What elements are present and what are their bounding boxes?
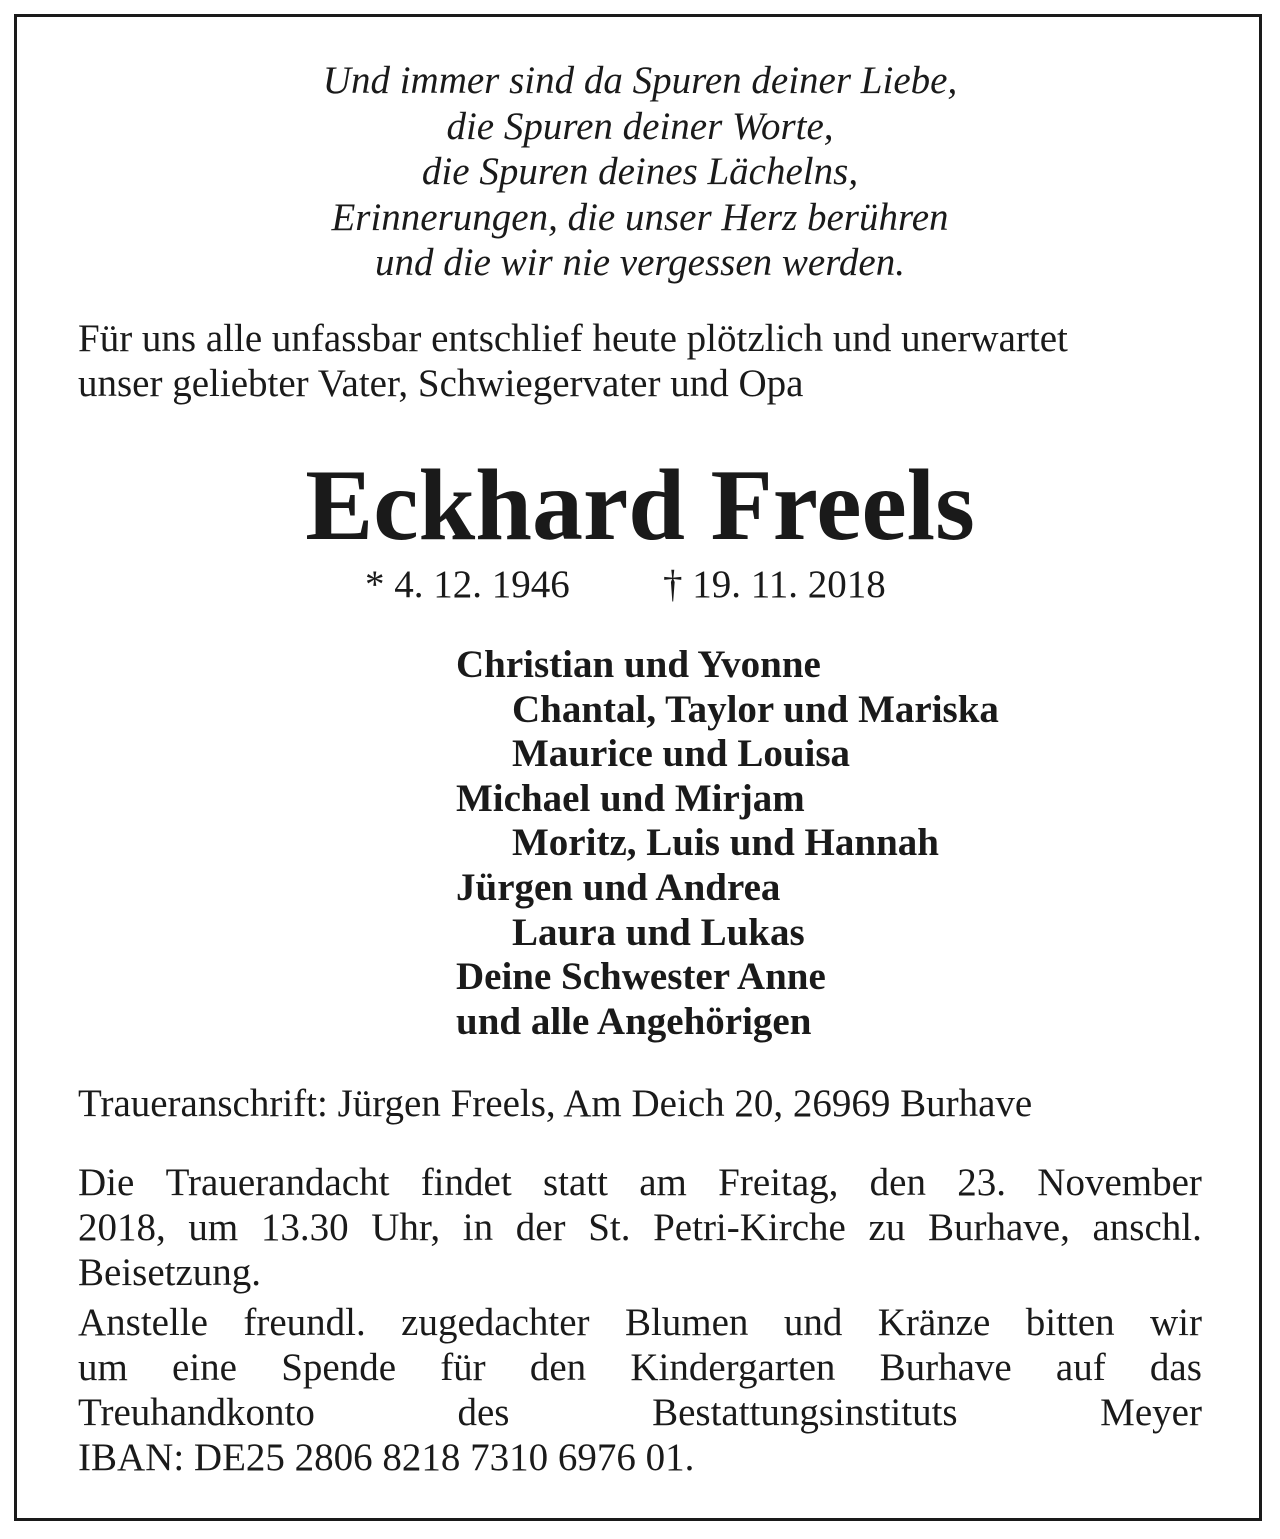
word: um: [78, 1346, 128, 1389]
mourner-line: und alle Angehörigen: [456, 999, 812, 1043]
word: St.: [588, 1206, 631, 1249]
donation-line: [78, 1300, 1202, 1345]
mourner-line: Maurice und Louisa: [512, 732, 851, 776]
word: das: [1149, 1346, 1202, 1389]
mourner-line: Laura und Lukas: [512, 910, 805, 954]
word: des: [457, 1391, 510, 1434]
mourner-line: Jürgen und Andrea: [456, 865, 781, 909]
memorial-poem: [0, 58, 1280, 286]
service-details: [78, 1160, 1202, 1295]
birth-date: * 4. 12. 1946: [365, 563, 570, 606]
donation-request: [78, 1300, 1202, 1480]
word: für: [440, 1346, 486, 1389]
mourner-line: Michael und Mirjam: [456, 776, 805, 820]
word: zu: [868, 1206, 906, 1249]
word: Spende: [281, 1346, 396, 1389]
mourner-line: Deine Schwester Anne: [456, 955, 826, 999]
word: Trauerandacht: [165, 1161, 390, 1204]
word: November: [1037, 1161, 1202, 1204]
word: eine: [172, 1346, 237, 1389]
word: wir: [1149, 1301, 1202, 1344]
mourner-line: Moritz, Luis und Hannah: [512, 821, 939, 865]
word: Uhr,: [371, 1206, 441, 1249]
poem-line: Und immer sind da Spuren deiner Liebe,: [322, 59, 958, 102]
mourner-line: Christian und Yvonne: [456, 643, 821, 686]
poem-line: Erinnerungen, die unser Herz berühren: [331, 195, 949, 239]
service-line: [78, 1205, 1202, 1250]
word: den: [529, 1346, 587, 1389]
word: 23.: [957, 1161, 1006, 1204]
word: Bestattungsinstituts: [652, 1391, 958, 1434]
word: um: [188, 1206, 239, 1249]
poem-line: und die wir nie vergessen werden.: [374, 241, 905, 284]
announcement-line: unser geliebter Vater, Schwiegervater und Opa: [78, 362, 804, 405]
death-date: † 19. 11. 2018: [663, 563, 886, 606]
word: am: [639, 1161, 687, 1204]
donation-line: [78, 1390, 1202, 1435]
word: Kränze: [877, 1301, 991, 1344]
word: freundl.: [243, 1301, 366, 1344]
word: Anstelle: [78, 1301, 208, 1344]
word: statt: [542, 1161, 608, 1204]
word: Kindergarten: [630, 1346, 836, 1389]
word: zugedachter: [401, 1301, 590, 1344]
word: den: [869, 1161, 926, 1204]
word: Burhave: [879, 1346, 1012, 1389]
mourning-address: Traueranschrift: Jürgen Freels, Am Deich 20, 26969 Burhave: [78, 1082, 1033, 1125]
word: Meyer: [1100, 1391, 1202, 1434]
word: Burhave,: [927, 1206, 1070, 1249]
word: Blumen: [624, 1301, 749, 1344]
donation-line: [78, 1345, 1202, 1390]
word: Freitag,: [718, 1161, 839, 1204]
poem-line: die Spuren deiner Worte,: [446, 104, 834, 148]
word: findet: [420, 1161, 512, 1204]
word: 13.30: [260, 1206, 349, 1249]
service-line: Beisetzung.: [78, 1251, 262, 1294]
word: und: [783, 1301, 843, 1344]
word: 2018,: [78, 1206, 166, 1249]
mourner-line: Chantal, Taylor und Mariska: [512, 687, 999, 731]
mourners-list: [456, 643, 999, 1044]
poem-line: die Spuren deines Lächelns,: [421, 150, 859, 193]
word: bitten: [1025, 1301, 1115, 1344]
word: Die: [78, 1161, 135, 1204]
service-line: [78, 1160, 1202, 1205]
word: Treuhandkonto: [78, 1391, 315, 1434]
announcement-text: [78, 316, 1202, 406]
word: der: [515, 1206, 566, 1249]
word: auf: [1055, 1346, 1106, 1389]
word: in: [462, 1206, 494, 1249]
announcement-line: Für uns alle unfassbar entschlief heute plötzlich und unerwartet: [78, 317, 1068, 360]
word: anschl.: [1092, 1206, 1202, 1249]
deceased-name: Eckhard Freels: [305, 449, 975, 562]
word: Petri-Kirche: [653, 1206, 846, 1249]
iban-line: IBAN: DE25 2806 8218 7310 6976 01.: [78, 1436, 695, 1479]
